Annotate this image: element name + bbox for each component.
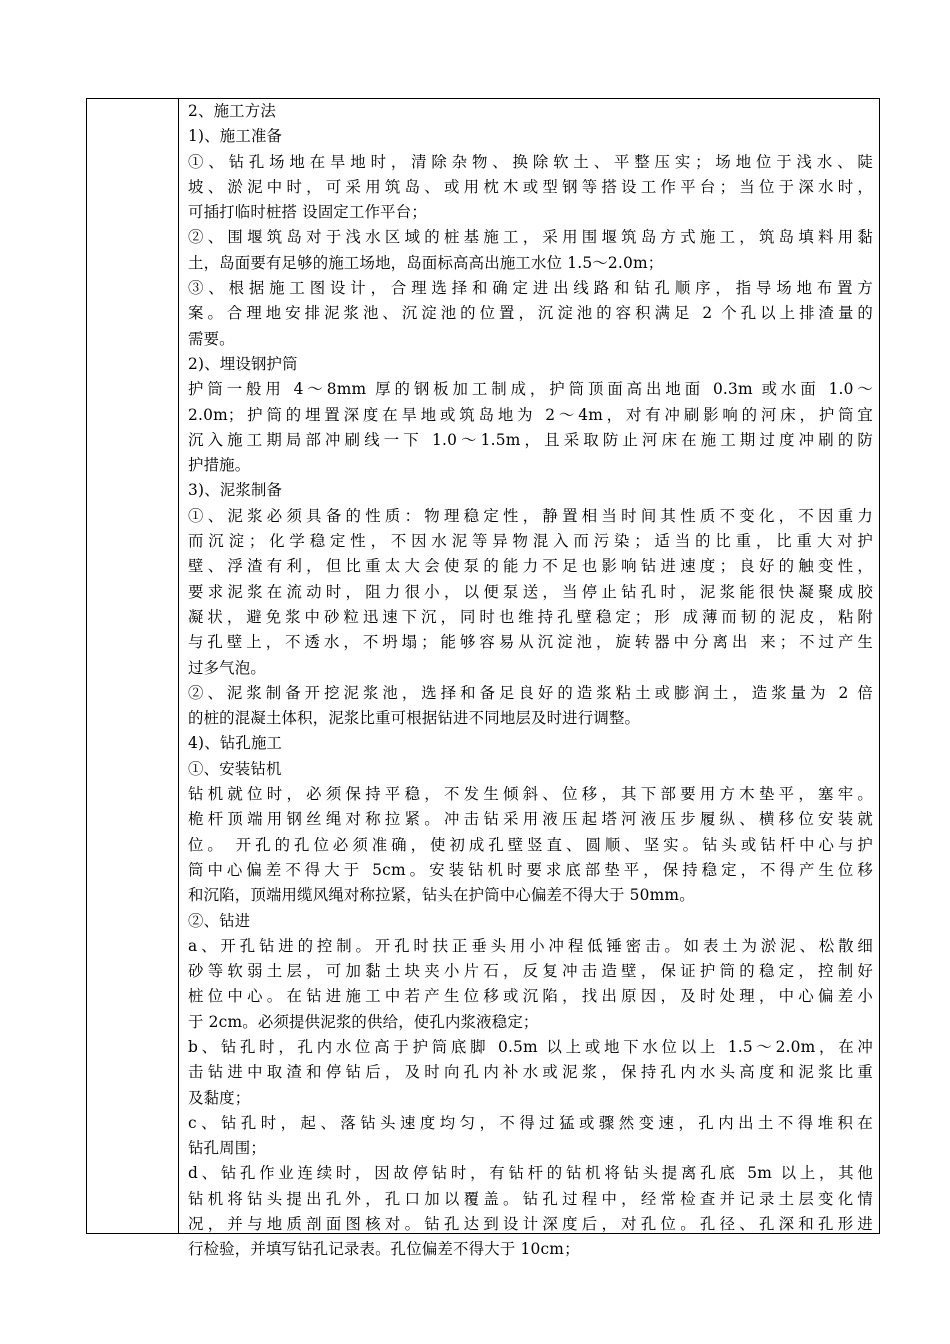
document-table	[86, 98, 880, 1259]
text-line: 行检验，并填写钻孔记录表。孔位偏差不得大于 10cm；	[188, 1240, 580, 1259]
text-line: 及黏度；	[188, 1088, 251, 1107]
text-line: 案。合理地安排泥浆池、沉淀池的位置，沉淀池的容积满足 2 个孔以上排渣量的	[188, 304, 873, 323]
text-line: ①、安装钻机	[188, 759, 282, 778]
text-line: b、钻孔时，孔内水位高于护筒底脚 0.5m 以上或地下水位以上 1.5～2.0m，在冲	[188, 1037, 873, 1056]
text-line: c、钻孔时，起、落钻头速度均匀，不得过猛或骤然变速，孔内出土不得堆积在	[188, 1113, 873, 1132]
text-line: 位。 开孔的孔位必须准确，使初成孔壁竖直、圆顺、坚实。钻头或钻杆中心与护	[188, 835, 873, 854]
text-line: 要求泥浆在流动时，阻力很小，以便泵送，当停止钻孔时，泥浆能很快凝聚成胶	[188, 582, 873, 601]
text-line: 钻机就位时，必须保持平稳，不发生倾斜、位移，其下部要用方木垫平，塞牢。	[188, 785, 873, 804]
text-line: 4)、钻孔施工	[188, 734, 283, 753]
text-line: a、开孔钻进的控制。开孔时扶正垂头用小冲程低锤密击。如表土为淤泥、松散细	[188, 936, 873, 955]
text-line: 击钻进中取渣和停钻后，及时向孔内补水或泥浆，保持孔内水头高度和泥浆比重	[188, 1063, 873, 1082]
text-line: 需要。	[188, 329, 235, 348]
text-line: 钻孔周围；	[188, 1139, 266, 1158]
text-line: ②、围堰筑岛对于浅水区域的桩基施工，采用围堰筑岛方式施工，筑岛填料用黏	[188, 228, 873, 247]
text-line: ①、泥浆必须具备的性质：物理稳定性，静置相当时间其性质不变化，不因重力	[188, 506, 873, 525]
text-line: 钻机将钻头提出孔外，孔口加以覆盖。钻孔过程中，经常检查并记录土层变化情	[188, 1189, 873, 1208]
text-line: ②、钻进	[188, 911, 251, 930]
text-line: 的桩的混凝土体积，泥浆比重可根据钻进不同地层及时进行调整。	[188, 709, 641, 728]
text-line: 2、施工方法	[188, 102, 276, 120]
text-line: 凝状，避免浆中砂粒迅速下沉，同时也维持孔壁稳定；形 成薄而韧的泥皮，粘附	[188, 607, 873, 626]
text-line: ③、根据施工图设计，合理选择和确定进出线路和钻孔顺序，指导场地布置方	[188, 279, 873, 298]
text-line: 过多气泡。	[188, 658, 266, 677]
text-line: 壁、浮渣有利，但比重太大会使泵的能力不足也影响钻进速度；良好的触变性，	[188, 557, 873, 576]
table-left-column	[87, 99, 179, 1233]
text-line: ②、泥浆制备开挖泥浆池，选择和备足良好的造浆粘土或膨润土，造浆量为 2 倍	[188, 683, 873, 702]
text-line: d、钻孔作业连续时，因故停钻时，有钻杆的钻机将钻头提离孔底 5m 以上，其他	[188, 1164, 873, 1183]
text-line: 土，岛面要有足够的施工场地，岛面标高高出施工水位 1.5～2.0m；	[188, 253, 664, 272]
text-line: 3)、泥浆制备	[188, 481, 283, 500]
text-line: 而沉淀；化学稳定性，不因水泥等异物混入而污染；适当的比重，比重大对护	[188, 532, 873, 551]
text-line: ①、钻孔场地在旱地时，清除杂物、换除软土、平整压实；场地位于浅水、陡	[188, 152, 873, 171]
text-line: 和沉陷，顶端用缆风绳对称拉紧，钻头在护筒中心偏差不得大于 50mm。	[188, 886, 695, 905]
text-line: 护筒一般用 4～8mm 厚的钢板加工制成，护筒顶面高出地面 0.3m 或水面 1.0～	[188, 380, 873, 399]
text-line: 1)、施工准备	[188, 127, 283, 146]
text-line: 筒中心偏差不得大于 5cm。安装钻机时要求底部垫平，保持稳定，不得产生位移	[188, 860, 873, 879]
table-content-column	[179, 99, 879, 1259]
text-line: 砂等软弱土层，可加黏土块夹小片石，反复冲击造壁，保证护筒的稳定，控制好	[188, 962, 873, 981]
text-line: 2.0m；护筒的埋置深度在旱地或筑岛地为 2～4m，对有冲刷影响的河床，护筒宜	[188, 405, 873, 424]
text-line: 桩位中心。在钻进施工中若产生位移或沉陷，找出原因，及时处理，中心偏差小	[188, 987, 873, 1006]
text-line: 2)、埋设钢护筒	[188, 354, 298, 373]
text-line: 与孔壁上，不透水，不坍塌；能够容易从沉淀池，旋转器中分离出 来；不过产生	[188, 633, 873, 652]
text-line: 坡、淤泥中时，可采用筑岛、或用枕木或型钢等搭设工作平台；当位于深水时，	[188, 177, 873, 196]
text-line: 于 2cm。必须提供泥浆的供给，使孔内浆液稳定；	[188, 1012, 539, 1031]
text-line: 护措施。	[188, 456, 251, 475]
text-line: 况，并与地质剖面图核对。钻孔达到设计深度后，对孔位。孔径、孔深和孔形进	[188, 1215, 873, 1234]
text-line: 桅杆顶端用钢丝绳对称拉紧。冲击钻采用液压起塔河液压步履纵、横移位安装就	[188, 810, 873, 829]
text-line: 可插打临时桩搭 设固定工作平台；	[188, 203, 427, 222]
text-line: 沉入施工期局部冲刷线一下 1.0～1.5m，且采取防止河床在施工期过度冲刷的防	[188, 430, 873, 449]
